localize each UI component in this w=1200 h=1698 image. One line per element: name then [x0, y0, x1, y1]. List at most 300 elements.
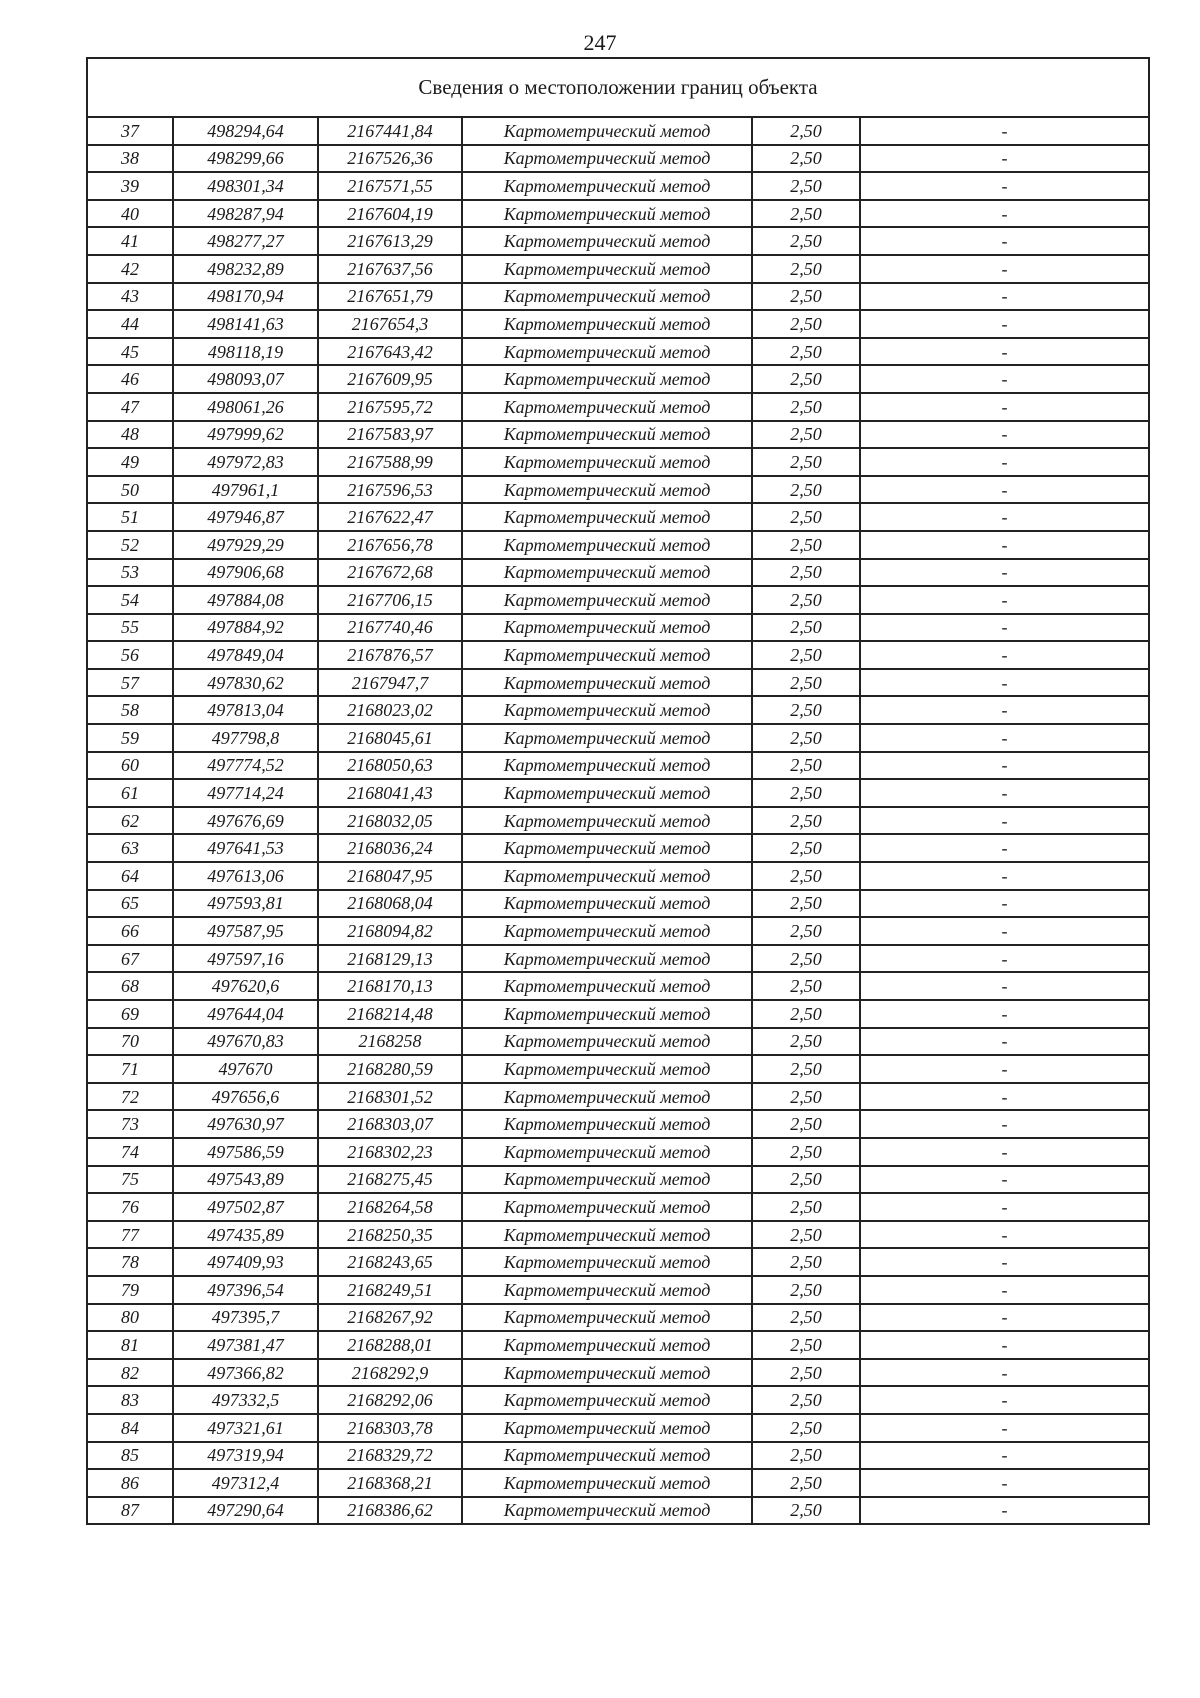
point-number-cell: 39 [87, 172, 173, 200]
method-cell: Картометрический метод [462, 1442, 752, 1470]
y-coordinate-cell: 2168129,13 [318, 945, 462, 973]
x-coordinate-cell: 497620,6 [173, 972, 318, 1000]
description-cell: - [860, 890, 1149, 918]
point-number-cell: 87 [87, 1497, 173, 1525]
point-number-cell: 46 [87, 365, 173, 393]
accuracy-cell: 2,50 [752, 1248, 860, 1276]
point-number-cell: 78 [87, 1248, 173, 1276]
table-row [87, 890, 1149, 918]
y-coordinate-cell: 2168068,04 [318, 890, 462, 918]
y-coordinate-cell: 2168288,01 [318, 1331, 462, 1359]
table-row [87, 1442, 1149, 1470]
y-coordinate-cell: 2167588,99 [318, 448, 462, 476]
x-coordinate-cell: 497999,62 [173, 421, 318, 449]
accuracy-cell: 2,50 [752, 338, 860, 366]
table-row [87, 696, 1149, 724]
y-coordinate-cell: 2168368,21 [318, 1469, 462, 1497]
table-row [87, 1331, 1149, 1359]
y-coordinate-cell: 2167706,15 [318, 586, 462, 614]
accuracy-cell: 2,50 [752, 503, 860, 531]
y-coordinate-cell: 2168214,48 [318, 1000, 462, 1028]
y-coordinate-cell: 2167583,97 [318, 421, 462, 449]
point-number-cell: 64 [87, 862, 173, 890]
table-row [87, 145, 1149, 173]
point-number-cell: 37 [87, 117, 173, 145]
table-row [87, 200, 1149, 228]
method-cell: Картометрический метод [462, 476, 752, 504]
accuracy-cell: 2,50 [752, 1138, 860, 1166]
description-cell: - [860, 724, 1149, 752]
y-coordinate-cell: 2168036,24 [318, 834, 462, 862]
point-number-cell: 53 [87, 559, 173, 587]
method-cell: Картометрический метод [462, 614, 752, 642]
accuracy-cell: 2,50 [752, 890, 860, 918]
point-number-cell: 86 [87, 1469, 173, 1497]
method-cell: Картометрический метод [462, 1497, 752, 1525]
x-coordinate-cell: 497630,97 [173, 1110, 318, 1138]
y-coordinate-cell: 2167571,55 [318, 172, 462, 200]
point-number-cell: 85 [87, 1442, 173, 1470]
table-row [87, 972, 1149, 1000]
description-cell: - [860, 255, 1149, 283]
point-number-cell: 81 [87, 1331, 173, 1359]
accuracy-cell: 2,50 [752, 1304, 860, 1332]
accuracy-cell: 2,50 [752, 1497, 860, 1525]
accuracy-cell: 2,50 [752, 807, 860, 835]
y-coordinate-cell: 2167595,72 [318, 393, 462, 421]
accuracy-cell: 2,50 [752, 421, 860, 449]
y-coordinate-cell: 2168032,05 [318, 807, 462, 835]
y-coordinate-cell: 2167947,7 [318, 669, 462, 697]
method-cell: Картометрический метод [462, 1221, 752, 1249]
description-cell: - [860, 365, 1149, 393]
y-coordinate-cell: 2167651,79 [318, 283, 462, 311]
x-coordinate-cell: 497798,8 [173, 724, 318, 752]
x-coordinate-cell: 497366,82 [173, 1359, 318, 1387]
description-cell: - [860, 1028, 1149, 1056]
y-coordinate-cell: 2168292,9 [318, 1359, 462, 1387]
x-coordinate-cell: 498294,64 [173, 117, 318, 145]
accuracy-cell: 2,50 [752, 1028, 860, 1056]
accuracy-cell: 2,50 [752, 172, 860, 200]
x-coordinate-cell: 497332,5 [173, 1386, 318, 1414]
description-cell: - [860, 1469, 1149, 1497]
description-cell: - [860, 586, 1149, 614]
accuracy-cell: 2,50 [752, 1000, 860, 1028]
y-coordinate-cell: 2167609,95 [318, 365, 462, 393]
y-coordinate-cell: 2168302,23 [318, 1138, 462, 1166]
table-row [87, 1497, 1149, 1525]
accuracy-cell: 2,50 [752, 917, 860, 945]
accuracy-cell: 2,50 [752, 614, 860, 642]
y-coordinate-cell: 2168264,58 [318, 1193, 462, 1221]
x-coordinate-cell: 497641,53 [173, 834, 318, 862]
method-cell: Картометрический метод [462, 1248, 752, 1276]
x-coordinate-cell: 498299,66 [173, 145, 318, 173]
accuracy-cell: 2,50 [752, 1414, 860, 1442]
x-coordinate-cell: 497543,89 [173, 1166, 318, 1194]
method-cell: Картометрический метод [462, 559, 752, 587]
point-number-cell: 68 [87, 972, 173, 1000]
x-coordinate-cell: 498277,27 [173, 227, 318, 255]
point-number-cell: 57 [87, 669, 173, 697]
description-cell: - [860, 614, 1149, 642]
description-cell: - [860, 834, 1149, 862]
accuracy-cell: 2,50 [752, 1055, 860, 1083]
description-cell: - [860, 1193, 1149, 1221]
x-coordinate-cell: 497906,68 [173, 559, 318, 587]
method-cell: Картометрический метод [462, 586, 752, 614]
method-cell: Картометрический метод [462, 1469, 752, 1497]
y-coordinate-cell: 2168280,59 [318, 1055, 462, 1083]
description-cell: - [860, 917, 1149, 945]
method-cell: Картометрический метод [462, 1055, 752, 1083]
point-number-cell: 45 [87, 338, 173, 366]
point-number-cell: 61 [87, 779, 173, 807]
table-row [87, 779, 1149, 807]
y-coordinate-cell: 2168250,35 [318, 1221, 462, 1249]
description-cell: - [860, 1442, 1149, 1470]
table-row [87, 117, 1149, 145]
method-cell: Картометрический метод [462, 145, 752, 173]
description-cell: - [860, 972, 1149, 1000]
description-cell: - [860, 641, 1149, 669]
table-row [87, 365, 1149, 393]
description-cell: - [860, 752, 1149, 780]
description-cell: - [860, 421, 1149, 449]
table-row [87, 393, 1149, 421]
table-row [87, 945, 1149, 973]
y-coordinate-cell: 2167637,56 [318, 255, 462, 283]
accuracy-cell: 2,50 [752, 779, 860, 807]
point-number-cell: 71 [87, 1055, 173, 1083]
description-cell: - [860, 172, 1149, 200]
description-cell: - [860, 862, 1149, 890]
point-number-cell: 84 [87, 1414, 173, 1442]
description-cell: - [860, 1110, 1149, 1138]
x-coordinate-cell: 497613,06 [173, 862, 318, 890]
description-cell: - [860, 1000, 1149, 1028]
method-cell: Картометрический метод [462, 1359, 752, 1387]
description-cell: - [860, 945, 1149, 973]
method-cell: Картометрический метод [462, 724, 752, 752]
table-row [87, 1304, 1149, 1332]
method-cell: Картометрический метод [462, 448, 752, 476]
accuracy-cell: 2,50 [752, 283, 860, 311]
description-cell: - [860, 807, 1149, 835]
x-coordinate-cell: 497644,04 [173, 1000, 318, 1028]
accuracy-cell: 2,50 [752, 227, 860, 255]
table-row [87, 1221, 1149, 1249]
x-coordinate-cell: 497714,24 [173, 779, 318, 807]
table-row [87, 448, 1149, 476]
table-row [87, 1469, 1149, 1497]
y-coordinate-cell: 2167656,78 [318, 531, 462, 559]
point-number-cell: 51 [87, 503, 173, 531]
y-coordinate-cell: 2168303,07 [318, 1110, 462, 1138]
description-cell: - [860, 1331, 1149, 1359]
accuracy-cell: 2,50 [752, 1276, 860, 1304]
x-coordinate-cell: 497396,54 [173, 1276, 318, 1304]
y-coordinate-cell: 2168275,45 [318, 1166, 462, 1194]
table-row [87, 917, 1149, 945]
y-coordinate-cell: 2168023,02 [318, 696, 462, 724]
point-number-cell: 47 [87, 393, 173, 421]
table-title: Сведения о местоположении границ объекта [87, 58, 1149, 117]
point-number-cell: 58 [87, 696, 173, 724]
point-number-cell: 50 [87, 476, 173, 504]
x-coordinate-cell: 497929,29 [173, 531, 318, 559]
method-cell: Картометрический метод [462, 862, 752, 890]
accuracy-cell: 2,50 [752, 1359, 860, 1387]
accuracy-cell: 2,50 [752, 834, 860, 862]
x-coordinate-cell: 497972,83 [173, 448, 318, 476]
method-cell: Картометрический метод [462, 669, 752, 697]
method-cell: Картометрический метод [462, 807, 752, 835]
method-cell: Картометрический метод [462, 696, 752, 724]
point-number-cell: 74 [87, 1138, 173, 1166]
accuracy-cell: 2,50 [752, 945, 860, 973]
table-row [87, 503, 1149, 531]
x-coordinate-cell: 497670,83 [173, 1028, 318, 1056]
x-coordinate-cell: 497670 [173, 1055, 318, 1083]
accuracy-cell: 2,50 [752, 696, 860, 724]
point-number-cell: 73 [87, 1110, 173, 1138]
y-coordinate-cell: 2167613,29 [318, 227, 462, 255]
table-row [87, 531, 1149, 559]
table-row [87, 1276, 1149, 1304]
table-row [87, 255, 1149, 283]
table-title-row [87, 58, 1149, 117]
method-cell: Картометрический метод [462, 1276, 752, 1304]
point-number-cell: 55 [87, 614, 173, 642]
method-cell: Картометрический метод [462, 1386, 752, 1414]
method-cell: Картометрический метод [462, 890, 752, 918]
x-coordinate-cell: 498093,07 [173, 365, 318, 393]
y-coordinate-cell: 2168258 [318, 1028, 462, 1056]
x-coordinate-cell: 497961,1 [173, 476, 318, 504]
point-number-cell: 62 [87, 807, 173, 835]
x-coordinate-cell: 497656,6 [173, 1083, 318, 1111]
point-number-cell: 72 [87, 1083, 173, 1111]
accuracy-cell: 2,50 [752, 531, 860, 559]
x-coordinate-cell: 498301,34 [173, 172, 318, 200]
method-cell: Картометрический метод [462, 338, 752, 366]
accuracy-cell: 2,50 [752, 669, 860, 697]
accuracy-cell: 2,50 [752, 641, 860, 669]
point-number-cell: 48 [87, 421, 173, 449]
page-number: 247 [583, 30, 617, 55]
table-row [87, 1055, 1149, 1083]
description-cell: - [860, 669, 1149, 697]
description-cell: - [860, 1221, 1149, 1249]
y-coordinate-cell: 2168045,61 [318, 724, 462, 752]
x-coordinate-cell: 498287,94 [173, 200, 318, 228]
table-row [87, 476, 1149, 504]
method-cell: Картометрический метод [462, 227, 752, 255]
method-cell: Картометрический метод [462, 200, 752, 228]
method-cell: Картометрический метод [462, 1304, 752, 1332]
point-number-cell: 54 [87, 586, 173, 614]
method-cell: Картометрический метод [462, 1110, 752, 1138]
accuracy-cell: 2,50 [752, 1166, 860, 1194]
description-cell: - [860, 310, 1149, 338]
x-coordinate-cell: 497884,08 [173, 586, 318, 614]
table-row [87, 614, 1149, 642]
method-cell: Картометрический метод [462, 779, 752, 807]
table-row [87, 1166, 1149, 1194]
method-cell: Картометрический метод [462, 421, 752, 449]
method-cell: Картометрический метод [462, 1000, 752, 1028]
x-coordinate-cell: 498141,63 [173, 310, 318, 338]
method-cell: Картометрический метод [462, 255, 752, 283]
table-row [87, 1110, 1149, 1138]
point-number-cell: 83 [87, 1386, 173, 1414]
accuracy-cell: 2,50 [752, 1469, 860, 1497]
table-row [87, 421, 1149, 449]
table-row [87, 1248, 1149, 1276]
x-coordinate-cell: 497435,89 [173, 1221, 318, 1249]
description-cell: - [860, 476, 1149, 504]
table-row [87, 310, 1149, 338]
description-cell: - [860, 1276, 1149, 1304]
point-number-cell: 63 [87, 834, 173, 862]
y-coordinate-cell: 2167596,53 [318, 476, 462, 504]
point-number-cell: 49 [87, 448, 173, 476]
method-cell: Картометрический метод [462, 1331, 752, 1359]
description-cell: - [860, 1359, 1149, 1387]
accuracy-cell: 2,50 [752, 117, 860, 145]
accuracy-cell: 2,50 [752, 1221, 860, 1249]
description-cell: - [860, 448, 1149, 476]
table-row [87, 807, 1149, 835]
table-row [87, 724, 1149, 752]
x-coordinate-cell: 497319,94 [173, 1442, 318, 1470]
x-coordinate-cell: 497597,16 [173, 945, 318, 973]
accuracy-cell: 2,50 [752, 393, 860, 421]
method-cell: Картометрический метод [462, 1083, 752, 1111]
accuracy-cell: 2,50 [752, 365, 860, 393]
method-cell: Картометрический метод [462, 310, 752, 338]
x-coordinate-cell: 497813,04 [173, 696, 318, 724]
y-coordinate-cell: 2167441,84 [318, 117, 462, 145]
method-cell: Картометрический метод [462, 503, 752, 531]
table-row [87, 1028, 1149, 1056]
method-cell: Картометрический метод [462, 365, 752, 393]
y-coordinate-cell: 2167526,36 [318, 145, 462, 173]
x-coordinate-cell: 498118,19 [173, 338, 318, 366]
y-coordinate-cell: 2168301,52 [318, 1083, 462, 1111]
description-cell: - [860, 503, 1149, 531]
table-row [87, 1083, 1149, 1111]
accuracy-cell: 2,50 [752, 1331, 860, 1359]
accuracy-cell: 2,50 [752, 310, 860, 338]
accuracy-cell: 2,50 [752, 1193, 860, 1221]
description-cell: - [860, 200, 1149, 228]
y-coordinate-cell: 2167622,47 [318, 503, 462, 531]
y-coordinate-cell: 2168249,51 [318, 1276, 462, 1304]
point-number-cell: 76 [87, 1193, 173, 1221]
table-row [87, 752, 1149, 780]
point-number-cell: 79 [87, 1276, 173, 1304]
method-cell: Картометрический метод [462, 117, 752, 145]
x-coordinate-cell: 497395,7 [173, 1304, 318, 1332]
x-coordinate-cell: 497587,95 [173, 917, 318, 945]
description-cell: - [860, 1497, 1149, 1525]
point-number-cell: 40 [87, 200, 173, 228]
accuracy-cell: 2,50 [752, 752, 860, 780]
x-coordinate-cell: 497502,87 [173, 1193, 318, 1221]
method-cell: Картометрический метод [462, 531, 752, 559]
table-row [87, 862, 1149, 890]
point-number-cell: 70 [87, 1028, 173, 1056]
description-cell: - [860, 1304, 1149, 1332]
accuracy-cell: 2,50 [752, 972, 860, 1000]
description-cell: - [860, 283, 1149, 311]
accuracy-cell: 2,50 [752, 559, 860, 587]
y-coordinate-cell: 2168094,82 [318, 917, 462, 945]
method-cell: Картометрический метод [462, 1028, 752, 1056]
description-cell: - [860, 696, 1149, 724]
description-cell: - [860, 1166, 1149, 1194]
accuracy-cell: 2,50 [752, 586, 860, 614]
point-number-cell: 52 [87, 531, 173, 559]
method-cell: Картометрический метод [462, 945, 752, 973]
table-row [87, 559, 1149, 587]
description-cell: - [860, 531, 1149, 559]
point-number-cell: 44 [87, 310, 173, 338]
table-row [87, 172, 1149, 200]
accuracy-cell: 2,50 [752, 145, 860, 173]
table-row [87, 641, 1149, 669]
table-row [87, 1386, 1149, 1414]
x-coordinate-cell: 497312,4 [173, 1469, 318, 1497]
y-coordinate-cell: 2168170,13 [318, 972, 462, 1000]
point-number-cell: 43 [87, 283, 173, 311]
point-number-cell: 59 [87, 724, 173, 752]
accuracy-cell: 2,50 [752, 1442, 860, 1470]
description-cell: - [860, 1083, 1149, 1111]
point-number-cell: 65 [87, 890, 173, 918]
table-row [87, 1414, 1149, 1442]
description-cell: - [860, 145, 1149, 173]
x-coordinate-cell: 497830,62 [173, 669, 318, 697]
accuracy-cell: 2,50 [752, 1386, 860, 1414]
x-coordinate-cell: 497586,59 [173, 1138, 318, 1166]
method-cell: Картометрический метод [462, 641, 752, 669]
x-coordinate-cell: 497774,52 [173, 752, 318, 780]
table-body [87, 58, 1149, 1524]
method-cell: Картометрический метод [462, 1166, 752, 1194]
description-cell: - [860, 338, 1149, 366]
description-cell: - [860, 117, 1149, 145]
point-number-cell: 38 [87, 145, 173, 173]
description-cell: - [860, 1055, 1149, 1083]
table-row [87, 1138, 1149, 1166]
accuracy-cell: 2,50 [752, 724, 860, 752]
method-cell: Картометрический метод [462, 283, 752, 311]
x-coordinate-cell: 497946,87 [173, 503, 318, 531]
y-coordinate-cell: 2167876,57 [318, 641, 462, 669]
y-coordinate-cell: 2168329,72 [318, 1442, 462, 1470]
x-coordinate-cell: 497409,93 [173, 1248, 318, 1276]
table-row [87, 1193, 1149, 1221]
table-row [87, 669, 1149, 697]
method-cell: Картометрический метод [462, 917, 752, 945]
y-coordinate-cell: 2168243,65 [318, 1248, 462, 1276]
x-coordinate-cell: 497381,47 [173, 1331, 318, 1359]
x-coordinate-cell: 497290,64 [173, 1497, 318, 1525]
